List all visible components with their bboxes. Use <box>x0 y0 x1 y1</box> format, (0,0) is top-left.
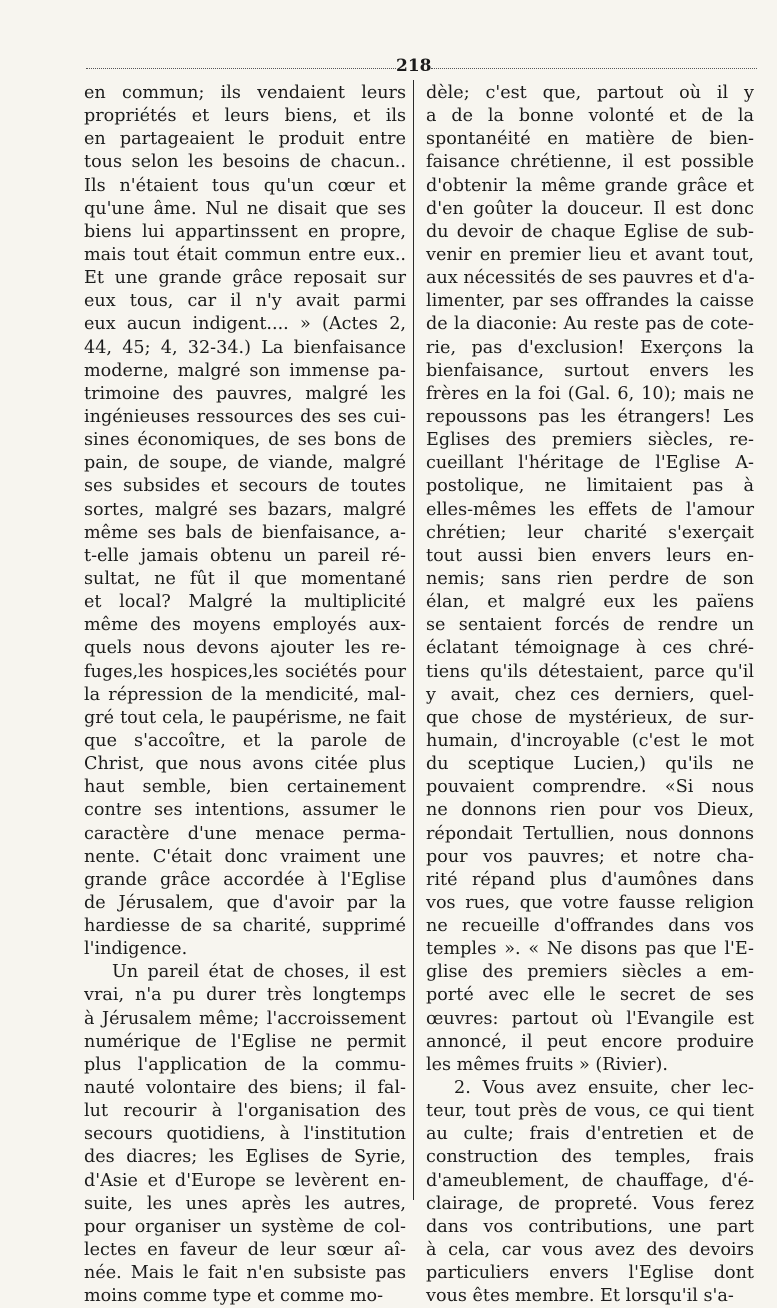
text-line: Et une grande grâce reposait sur <box>84 268 406 289</box>
text-line: propriétés et leurs biens, et ils <box>84 106 406 127</box>
text-line: sines économiques, de ses bons de <box>84 430 406 451</box>
text-line: en commun; ils vendaient leurs <box>84 83 406 103</box>
text-line: chrétien; leur charité s'exerçait <box>426 522 754 543</box>
text-line: nente. C'était donc vraiment une <box>84 846 406 867</box>
text-line: rie, pas d'exclusion! Exerçons la <box>426 337 754 358</box>
text-line: temples ». « Ne disons pas que l'E- <box>426 939 754 960</box>
text-line: limenter, par ses offrandes la caisse <box>426 291 754 312</box>
text-line: la répression de la mendicité, mal- <box>84 684 406 705</box>
text-line: ses subsides et secours de toutes <box>84 476 406 497</box>
text-line: frères en la foi (Gal. 6, 10); mais ne <box>426 383 754 404</box>
text-line: pour vos pauvres; et notre cha- <box>426 846 754 867</box>
text-line: du devoir de chaque Eglise de sub- <box>426 221 754 242</box>
text-line: construction des temples, frais <box>426 1147 754 1168</box>
text-line: qu'une âme. Nul ne disait que ses <box>84 198 406 219</box>
text-line: aux nécessités de ses pauvres et d'a- <box>426 268 755 289</box>
text-line: même des moyens employés aux- <box>84 615 406 636</box>
text-line: d'Asie et d'Europe se levèrent en- <box>84 1170 406 1191</box>
text-line: humain, d'incroyable (c'est le mot <box>426 730 754 751</box>
text-line: postolique, ne limitaient pas à <box>426 476 754 497</box>
text-line: Un pareil état de choses, il est <box>112 962 406 983</box>
text-line: au culte; frais d'entretien et de <box>426 1124 754 1145</box>
text-line: sortes, malgré ses bazars, malgré <box>84 499 406 520</box>
text-line: éclatant témoignage à ces chré- <box>426 638 754 659</box>
text-line: suite, les unes après les autres, <box>84 1193 406 1214</box>
text-line: a de la bonne volonté et de la <box>426 106 754 127</box>
text-line: d'ameublement, de chauffage, d'é- <box>426 1170 754 1191</box>
text-line: eux tous, car il n'y avait parmi <box>84 291 406 312</box>
text-line: dans vos contributions, une part <box>426 1216 754 1237</box>
text-line: Eglises des premiers siècles, re- <box>426 430 754 451</box>
text-line: eux aucun indigent.... » (Actes 2, <box>84 314 406 335</box>
text-line: venir en premier lieu et avant tout, <box>426 244 754 265</box>
text-line: Christ, que nous avons citée plus <box>84 754 406 775</box>
text-line: bienfaisance, surtout envers les <box>426 360 754 381</box>
text-line: caractère d'une menace perma- <box>84 823 406 844</box>
text-line: plus l'application de la commu- <box>84 1054 406 1075</box>
text-line: 2. Vous avez ensuite, cher lec- <box>454 1078 754 1099</box>
text-line: contre ses intentions, assumer le <box>84 800 406 821</box>
text-line: elles-mêmes les effets de l'amour <box>426 499 754 520</box>
text-line: vrai, n'a pu durer très longtemps <box>84 985 406 1006</box>
text-line: même ses bals de bienfaisance, a- <box>84 522 406 543</box>
text-line: ingénieuses ressources des ses cui- <box>84 406 406 427</box>
text-line: dèle; c'est que, partout où il y <box>426 83 754 103</box>
text-line: cueillant l'héritage de l'Eglise A- <box>426 453 754 474</box>
text-line: que chose de mystérieux, de sur- <box>426 707 754 728</box>
text-line: grande grâce accordée à l'Eglise <box>84 869 406 890</box>
text-line: biens lui appartinssent en propre, <box>84 221 406 242</box>
text-line: de la diaconie: Au reste pas de cote- <box>426 314 754 335</box>
text-line: à cela, car vous avez des devoirs <box>426 1240 754 1261</box>
text-line: pain, de soupe, de viande, malgré <box>84 453 406 474</box>
text-line: rité répand plus d'aumônes dans <box>426 869 754 890</box>
text-line: fuges,les hospices,les sociétés pour <box>84 661 406 682</box>
text-line: tous selon les besoins de chacun.. <box>84 152 406 173</box>
left-column <box>84 82 406 1308</box>
text-line: lut recourir à l'organisation des <box>84 1101 406 1122</box>
text-line: 44, 45; 4, 32-34.) La bienfaisance <box>84 337 406 358</box>
text-line: particuliers envers l'Eglise dont <box>426 1263 754 1284</box>
text-line: porté avec elle le secret de ses <box>426 985 754 1006</box>
text-line: que s'accoître, et la parole de <box>84 730 406 751</box>
text-line: pour organiser un système de col- <box>84 1216 406 1237</box>
text-line: gré tout cela, le paupérisme, ne fait <box>84 707 406 728</box>
header-rule-left <box>86 68 396 69</box>
text-line: pouvaient comprendre. «Si nous <box>426 777 754 798</box>
text-line: repoussons pas les étrangers! Les <box>426 406 754 427</box>
text-line: t-elle jamais obtenu un pareil ré- <box>84 545 406 566</box>
text-line: en partageaient le produit entre <box>84 129 406 150</box>
text-line: trimoine des pauvres, malgré les <box>84 383 406 404</box>
text-line: haut semble, bien certainement <box>84 777 406 798</box>
text-line: tout aussi bien envers leurs en- <box>426 545 754 566</box>
text-line: d'obtenir la même grande grâce et <box>426 175 754 196</box>
text-line: se sentaient forcés de rendre un <box>426 615 754 636</box>
text-line: lectes en faveur de leur sœur aî- <box>84 1240 406 1261</box>
text-line: y avait, chez ces derniers, quel- <box>426 684 754 705</box>
header-rule-right <box>431 68 757 69</box>
text-line: hardiesse de sa charité, supprimé <box>84 916 406 937</box>
page-number: 218 <box>396 56 432 76</box>
text-line: moderne, malgré son immense pa- <box>84 360 406 381</box>
text-line: glise des premiers siècles a em- <box>426 962 754 983</box>
text-line: élan, et malgré eux les païens <box>426 592 754 613</box>
text-line: œuvres: partout où l'Evangile est <box>426 1008 754 1029</box>
text-line: tiens qu'ils détestaient, parce qu'il <box>426 661 754 682</box>
text-line: à Jérusalem même; l'accroissement <box>84 1008 406 1029</box>
text-line: de Jérusalem, que d'avoir par la <box>84 892 406 913</box>
text-line: répondait Tertullien, nous donnons <box>426 823 754 844</box>
text-line: née. Mais le fait n'en subsiste pas <box>84 1263 406 1284</box>
text-line: et local? Malgré la multiplicité <box>84 592 406 613</box>
text-line: nauté volontaire des biens; il fal- <box>84 1078 406 1099</box>
text-line: mais tout était commun entre eux.. <box>84 244 406 265</box>
text-line: ne recueille d'offrandes dans vos <box>426 916 754 937</box>
text-line: clairage, de propreté. Vous ferez <box>426 1193 754 1214</box>
text-line: les mêmes fruits » (Rivier). <box>426 1054 668 1075</box>
text-line: faisance chrétienne, il est possible <box>426 152 754 173</box>
text-line: nemis; sans rien perdre de son <box>426 568 754 589</box>
text-line: teur, tout près de vous, ce qui tient <box>426 1101 754 1122</box>
text-line: vos rues, que votre fausse religion <box>426 892 754 913</box>
text-line: numérique de l'Eglise ne permit <box>84 1031 406 1052</box>
column-divider <box>413 80 414 1200</box>
right-column <box>426 82 754 1308</box>
text-line: moins comme type et comme mo- <box>84 1286 384 1307</box>
text-line: spontanéité en matière de bien- <box>426 129 754 150</box>
text-line: annoncé, il peut encore produire <box>426 1031 754 1052</box>
text-line: Ils n'étaient tous qu'un cœur et <box>84 175 406 196</box>
text-line: l'indigence. <box>84 939 188 960</box>
running-header <box>86 56 757 76</box>
text-line: des diacres; les Eglises de Syrie, <box>84 1147 406 1168</box>
text-line: secours quotidiens, à l'institution <box>84 1124 406 1145</box>
text-line: sultat, ne fût il que momentané <box>84 568 406 589</box>
text-line: quels nous devons ajouter les re- <box>84 638 406 659</box>
text-line: du sceptique Lucien,) qu'ils ne <box>426 754 754 775</box>
text-line: d'en goûter la douceur. Il est donc <box>426 198 754 219</box>
text-line: vous êtes membre. Et lorsqu'il s'a- <box>426 1286 734 1307</box>
text-line: ne donnons rien pour vos Dieux, <box>426 800 754 821</box>
